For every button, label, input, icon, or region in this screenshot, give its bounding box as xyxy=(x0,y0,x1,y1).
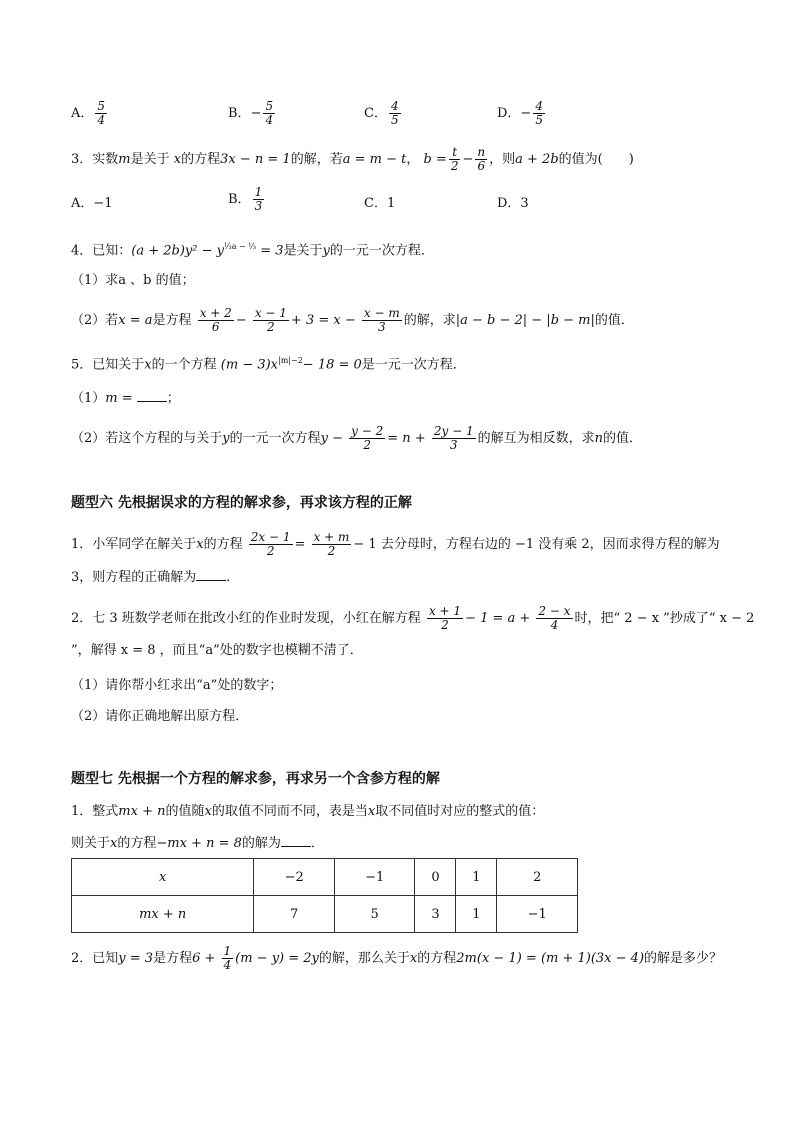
section6-title: 题型六 先根据误求的方程的解求参，再求该方程的正解 xyxy=(71,495,412,511)
q3-option-b: B． $\frac{1}{3}$ xyxy=(228,185,263,213)
table-cell: 7 xyxy=(254,896,335,933)
table-cell: −2 xyxy=(254,859,335,896)
s7-q1-line2: 则关于x的方程−mx + n = 8的解为 ． xyxy=(71,836,324,851)
s6-q2-sub1: （1）请你帮小红求出“a”处的数字； xyxy=(71,678,283,693)
q2-option-a: A． $\frac{5}{4}$ xyxy=(71,99,106,127)
q2-option-b: B．− $\frac{5}{4}$ xyxy=(228,99,274,127)
table-cell: 1 xyxy=(456,859,497,896)
q3-option-a: A．−1 xyxy=(71,196,113,211)
q5-sub1: （1）m = ； xyxy=(71,391,180,406)
q4-stem: 4．已知：$(a + 2b)y^2 - y^{\frac{1}{3}a - \frac{1}{3}} = 3$是关于y的一元一次方程． xyxy=(71,242,434,259)
table-cell: 3 xyxy=(415,896,456,933)
q4-sub2: （2）若x = a是方程 $\frac{x + 2}{6}$ − $\frac{x - 1}{2}$ + 3 = x − $\frac{x - m}{3}$ 的解，求|a − b − 2| − |b − m|的值． xyxy=(71,306,634,334)
q2-option-d: D．− $\frac{4}{5}$ xyxy=(497,99,543,127)
table-cell: 5 xyxy=(334,896,415,933)
answer-blank[interactable] xyxy=(137,389,167,402)
q5-sub2: （2）若这个方程的与关于y的一元一次方程y − $\frac{y - 2}{2}$ = n + $\frac{2y - 1}{3}$ 的解互为相反数，求n的值． xyxy=(71,424,642,452)
q3-option-c: C．1 xyxy=(364,196,396,211)
q3-option-d: D．3 xyxy=(497,196,529,211)
s6-q2-line1: 2．七 3 班数学老师在批改小红的作业时发现，小红在解方程 $\frac{x + 1}{2}$ − 1 = a + $\frac{2 - x}{4}$ 时，把“ 2 − x ”抄成了“ x − 2 xyxy=(71,604,755,632)
table-cell: −1 xyxy=(497,896,578,933)
table-cell: mx + n xyxy=(72,896,254,933)
table-cell: 1 xyxy=(456,896,497,933)
q3-stem: 3．实数m是关于 x的方程3x − n = 1的解，若a = m − t， b = $\frac{t}{2}$ − $\frac{n}{6}$ ，则a + 2b的值为( ) xyxy=(71,145,634,173)
q4-sub1: （1）求a 、b 的值； xyxy=(71,273,195,288)
q5-stem: 5．已知关于x的一个方程 $(m - 3)x^{|m|-2}- 18 = 0$是一元一次方程． xyxy=(71,356,466,373)
s6-q2-line2: ”，解得 x = 8 ，而且“a”处的数字也模糊不清了． xyxy=(71,643,363,658)
table-cell: −1 xyxy=(334,859,415,896)
s6-q2-sub2: （2）请你正确地解出原方程． xyxy=(71,709,249,724)
s6-q1-line1: 1．小军同学在解关于x的方程 $\frac{2x - 1}{2}$ = $\frac{x + m}{2}$ − 1 去分母时，方程右边的 −1 没有乘 2，因而求得方程的解为 xyxy=(71,530,720,558)
s6-q1-line2: 3，则方程的正确解为 ． xyxy=(71,570,240,585)
s7-q2: 2．已知y = 3是方程6 + $\frac{1}{4}$ (m − y) = 2y的解，那么关于x的方程2m(x − 1) = (m + 1)(3x − 4)的解是多少？ xyxy=(71,944,723,972)
table-row xyxy=(72,896,578,933)
s7-q1-line1: 1．整式mx + n的值随x的取值不同而不同，表是当x取不同值时对应的整式的值： xyxy=(71,804,545,819)
q2-option-c: C． $\frac{4}{5}$ xyxy=(364,99,399,127)
answer-blank[interactable] xyxy=(281,834,311,847)
answer-blank[interactable] xyxy=(196,568,226,581)
section7-title: 题型七 先根据一个方程的解求参，再求另一个含参方程的解 xyxy=(71,771,440,787)
table-cell: x xyxy=(72,859,254,896)
table-cell: 0 xyxy=(415,859,456,896)
table-cell: 2 xyxy=(497,859,578,896)
table-row xyxy=(72,859,578,896)
values-table xyxy=(71,858,578,933)
